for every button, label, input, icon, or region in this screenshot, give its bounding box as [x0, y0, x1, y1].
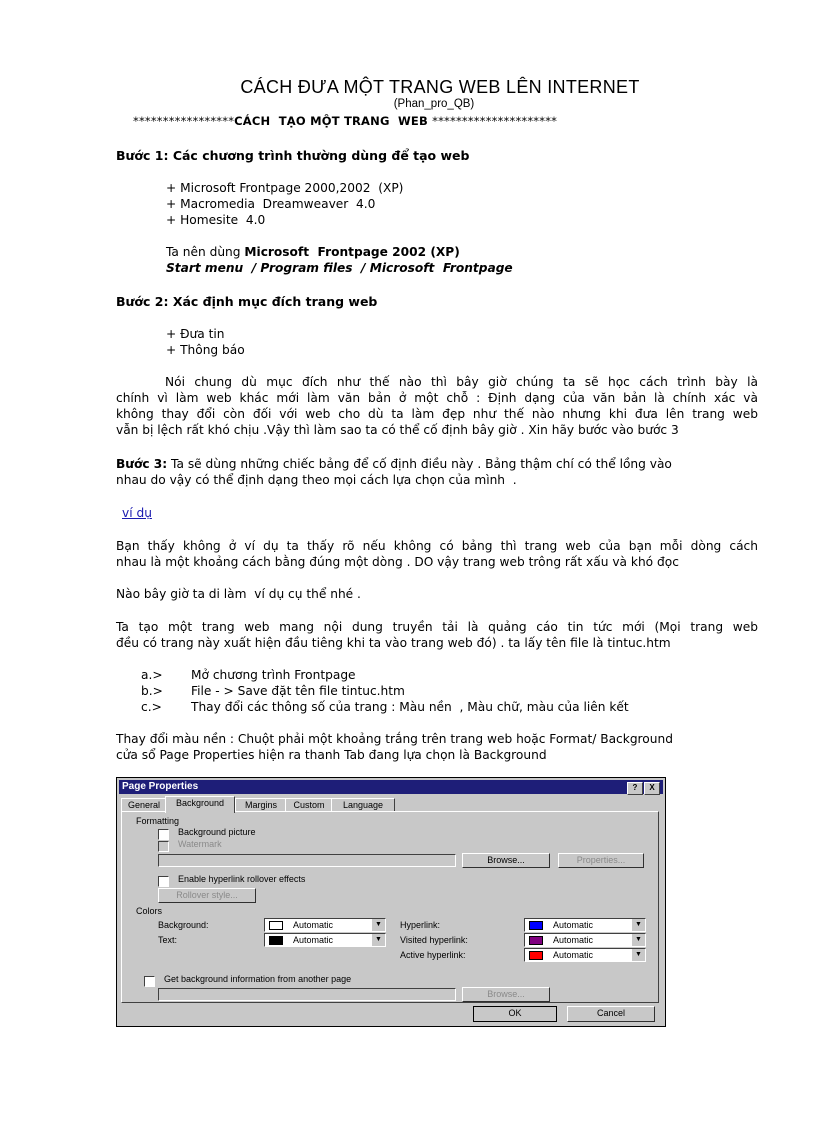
- tab-general[interactable]: General: [121, 798, 167, 812]
- recommend-path: Start menu / Program files / Microsoft Frontpage: [166, 261, 513, 275]
- rollover-style-button[interactable]: Rollover style...: [158, 888, 256, 903]
- chevron-down-icon: ▼: [371, 934, 385, 946]
- help-button[interactable]: ?: [627, 782, 643, 795]
- background-picture-label: Background picture: [178, 827, 256, 837]
- paragraph-3: Nào bây giờ ta di làm ví dụ cụ thể nhé .: [116, 587, 361, 601]
- paragraph-5-line: cửa sổ Page Properties hiện ra thanh Tab đang lựa chọn là Background: [116, 748, 547, 762]
- text-color-value: Automatic: [293, 935, 334, 945]
- ok-button[interactable]: OK: [473, 1006, 557, 1022]
- background-tab-panel: [121, 811, 659, 1003]
- paragraph-line: đều có trang này xuất hiện đầu tiêng khi ta vào trang web đó) . ta lấy tên file là tintuc.htm: [116, 636, 671, 650]
- visited-color-select[interactable]: [524, 933, 646, 947]
- background-swatch: [269, 921, 283, 930]
- paragraph-line: vẫn bị lệch rất khó chịu .Vậy thì làm sao ta có thể cố định bây giờ . Xin hãy bước vào bước 3: [116, 423, 679, 437]
- paragraph-line: Nói chung dù mục đích như thế nào thì bây giờ chúng ta sẽ học cách trình bày là: [165, 375, 758, 389]
- formatting-label: Formatting: [136, 816, 180, 826]
- properties-button[interactable]: Properties...: [558, 853, 644, 868]
- page-properties-dialog: [116, 777, 666, 1027]
- chevron-down-icon: ▼: [631, 919, 645, 931]
- background-picture-field[interactable]: [158, 854, 456, 867]
- step2-heading: Bước 2: Xác định mục đích trang web: [116, 294, 378, 309]
- get-background-label: Get background information from another page: [164, 974, 352, 984]
- hyperlink-color-select[interactable]: [524, 918, 646, 932]
- paragraph-line: nhau là một khoảng cách bằng đúng một dòng . DO vậy trang web trông rất xấu và khó đọc: [116, 555, 679, 569]
- step3-line1: [116, 456, 672, 472]
- paragraph-line: Bạn thấy không ở ví dụ ta thấy rõ nếu không có bảng thì trang web của bạn mỗi dòng cách: [116, 539, 758, 553]
- step3-line2: nhau do vậy có thể định dạng theo mọi cách lựa chọn của mình .: [116, 473, 517, 487]
- close-button[interactable]: X: [644, 782, 660, 795]
- colors-label: Colors: [136, 906, 163, 916]
- step-label: b.>: [141, 684, 163, 698]
- step3-text: Ta sẽ dùng những chiếc bảng để cố định điều này . Bảng thậm chí có thể lồng vào: [167, 457, 672, 471]
- background-source-field[interactable]: [158, 988, 456, 1001]
- step-text: Thay đổi các thông số của trang : Màu nền , Màu chữ, màu của liên kết: [191, 700, 629, 714]
- section-banner: [133, 114, 753, 128]
- background-picture-checkbox[interactable]: [158, 829, 169, 840]
- hyperlink-color-value: Automatic: [553, 920, 594, 930]
- chevron-down-icon: ▼: [631, 949, 645, 961]
- step-text: File - > Save đặt tên file tintuc.htm: [191, 684, 405, 698]
- tab-language[interactable]: Language: [331, 798, 395, 812]
- step3-label: Bước 3:: [116, 457, 168, 471]
- visited-color-value: Automatic: [553, 935, 594, 945]
- text-color-label: Text:: [158, 935, 178, 945]
- paragraph-line: Ta tạo một trang web mang nội dung truyền tải là quảng cáo tin tức mới (Mọi trang web: [116, 620, 758, 634]
- step1-heading: Bước 1: Các chương trình thường dùng để tạo web: [116, 148, 470, 163]
- paragraph-line: không thay đổi còn đối với web cho dù ta làm đẹp như thế nào nhưng khi đưa lên trang web: [116, 407, 758, 421]
- get-background-checkbox[interactable]: [144, 976, 155, 987]
- watermark-label: Watermark: [178, 839, 222, 849]
- step-label: c.>: [141, 700, 162, 714]
- step1-item: + Macromedia Dreamweaver 4.0: [166, 197, 376, 211]
- rollover-label: Enable hyperlink rollover effects: [178, 874, 306, 884]
- step-label: a.>: [141, 668, 163, 682]
- dialog-title-bar: [119, 780, 663, 794]
- dialog-title: Page Properties: [122, 781, 199, 792]
- visited-swatch: [529, 936, 543, 945]
- page-title: CÁCH ĐƯA MỘT TRANG WEB LÊN INTERNET: [240, 77, 640, 97]
- step2-item: + Thông báo: [166, 343, 245, 357]
- step-text: Mở chương trình Frontpage: [191, 668, 356, 682]
- tab-custom[interactable]: Custom: [285, 798, 333, 812]
- background-color-label: Background:: [158, 920, 209, 930]
- cancel-button[interactable]: Cancel: [567, 1006, 655, 1022]
- browse-source-button[interactable]: Browse...: [462, 987, 550, 1002]
- active-color-select[interactable]: [524, 948, 646, 962]
- paragraph-2: [116, 538, 758, 570]
- chevron-down-icon: ▼: [631, 934, 645, 946]
- paragraph-line: chính vì làm web khác mới làm văn bản ở một chỗ : Định dạng của văn bản là chính xác và: [116, 391, 758, 405]
- tab-margins[interactable]: Margins: [235, 798, 287, 812]
- paragraph-1: [116, 374, 758, 438]
- active-label: Active hyperlink:: [400, 950, 466, 960]
- example-link[interactable]: ví dụ: [122, 506, 152, 520]
- visited-label: Visited hyperlink:: [400, 935, 468, 945]
- active-swatch: [529, 951, 543, 960]
- watermark-checkbox[interactable]: [158, 841, 169, 852]
- step2-item: + Đưa tin: [166, 327, 225, 341]
- hyperlink-label: Hyperlink:: [400, 920, 441, 930]
- text-swatch: [269, 936, 283, 945]
- active-color-value: Automatic: [553, 950, 594, 960]
- step1-item: + Homesite 4.0: [166, 213, 266, 227]
- recommend-line: [166, 244, 460, 260]
- tab-background[interactable]: Background: [165, 796, 235, 813]
- browse-button[interactable]: Browse...: [462, 853, 550, 868]
- section-title: CÁCH TẠO MỘT TRANG WEB: [234, 114, 433, 128]
- chevron-down-icon: ▼: [371, 919, 385, 931]
- paragraph-5-line: Thay đổi màu nền : Chuột phải một khoảng trắng trên trang web hoặc Format/ Background: [116, 732, 673, 746]
- stars-left: *****************: [133, 114, 235, 128]
- background-color-select[interactable]: [264, 918, 386, 932]
- hyperlink-swatch: [529, 921, 543, 930]
- paragraph-4: [116, 619, 758, 651]
- background-color-value: Automatic: [293, 920, 334, 930]
- rollover-checkbox[interactable]: [158, 876, 169, 887]
- step1-item: + Microsoft Frontpage 2000,2002 (XP): [166, 181, 404, 195]
- recommend-prefix: Ta nên dùng: [166, 245, 245, 259]
- stars-right: *********************: [432, 114, 558, 128]
- text-color-select[interactable]: [264, 933, 386, 947]
- recommend-bold: Microsoft Frontpage 2002 (XP): [244, 245, 460, 259]
- author-line: (Phan_pro_QB): [393, 98, 475, 110]
